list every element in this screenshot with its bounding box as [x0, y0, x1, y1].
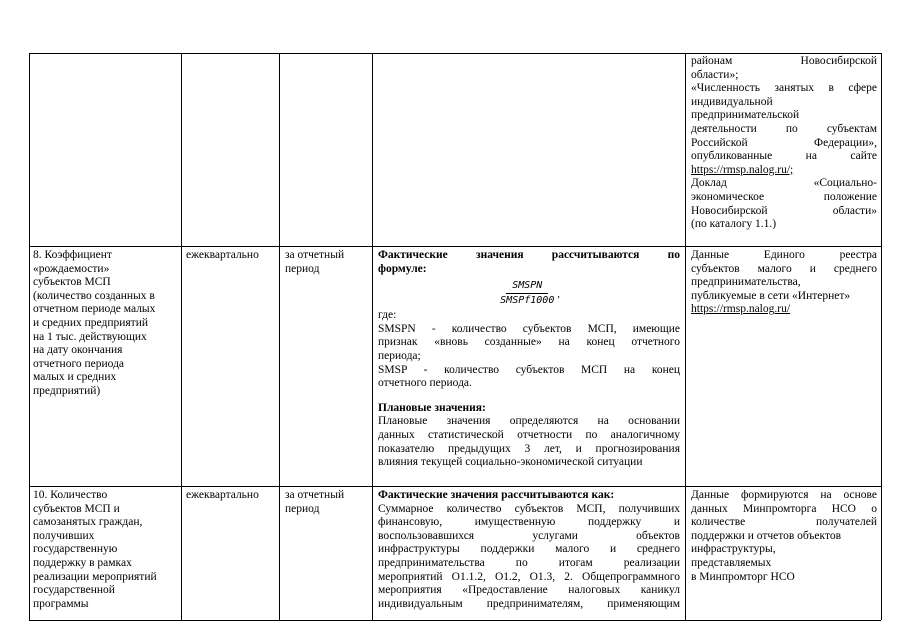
plan-line: данных статистической отчетности по аналогичному: [378, 428, 680, 441]
source-link[interactable]: https://rmsp.nalog.ru/: [691, 303, 791, 316]
indicator-name-line: малых и средних: [33, 371, 117, 384]
formula: [378, 280, 680, 307]
indicator-name-line: государственную: [33, 543, 118, 556]
indicator-name-line: отчетном периоде малых: [33, 303, 156, 316]
column-border-0: [29, 53, 30, 620]
source-line: деятельности по субъектам: [691, 122, 877, 135]
method-heading: формуле:: [378, 262, 427, 275]
row8-indicator-name-cell: [33, 249, 179, 399]
indicator-name-line: и средних предприятий: [33, 316, 149, 329]
method-heading: Фактические значения рассчитываются по: [378, 249, 680, 261]
frequency-text: ежеквартально: [186, 489, 259, 501]
source-line: предпринимательства,: [691, 276, 801, 289]
indicator-name-line: субъектов МСП: [33, 276, 111, 289]
method-line: мероприятий О1.1.2, О1.2, О1.3, 2. Общепрограммного: [378, 570, 680, 583]
table-bottom-border: [29, 620, 881, 621]
period-text: период: [285, 262, 320, 275]
source-line: районам Новосибирской: [691, 55, 877, 67]
source-line: области»;: [691, 68, 739, 81]
row10-frequency-cell: [186, 489, 278, 503]
method-line: отчетного периода.: [378, 377, 472, 390]
method-line: инфраструктуры поддержки малого и среднего: [378, 543, 680, 556]
source-line: количестве получателей: [691, 516, 877, 529]
column-border-3: [372, 53, 373, 620]
indicator-name-line: отчетного периода: [33, 357, 125, 370]
method-line: предпринимательства по итогам реализации: [378, 556, 680, 569]
method-line: Суммарное количество субъектов МСП, получивших: [378, 502, 680, 515]
method-line: мероприятия «Предоставление налоговых каникул: [378, 584, 680, 597]
plan-line: Плановые значения определяются на основании: [378, 415, 680, 428]
source-line: опубликованные на сайте: [691, 150, 877, 163]
source-line: предпринимательской: [691, 109, 800, 122]
source-link[interactable]: https://rmsp.nalog.ru/;: [691, 163, 794, 176]
method-line: индивидуальным предпринимателям, применяющим: [378, 597, 680, 610]
source-line: Данные формируются на основе: [691, 489, 877, 501]
table-top-border: [29, 53, 881, 54]
indicator-name-line: реализации мероприятий: [33, 570, 157, 583]
indicator-name-line: предприятий): [33, 384, 101, 397]
column-border-4: [685, 53, 686, 620]
source-line: Новосибирской области»: [691, 204, 877, 217]
method-line: финансовую, имущественную поддержку и: [378, 516, 680, 529]
method-line: SMSPN - количество субъектов МСП, имеющие: [378, 322, 680, 335]
formula-comma: ,: [557, 288, 560, 300]
indicator-name-line: (количество созданных в: [33, 289, 155, 302]
row-divider-2: [29, 486, 881, 487]
source-line: публикуемые в сети «Интернет»: [691, 289, 851, 302]
row8-period-cell: [285, 249, 371, 276]
row-divider-1: [29, 246, 881, 247]
indicator-name-line: на дату окончания: [33, 344, 123, 357]
period-text: период: [285, 502, 320, 515]
frequency-text: ежеквартально: [186, 249, 259, 261]
row10-indicator-name-cell: [33, 489, 179, 619]
source-line: инфраструктуры,: [691, 543, 776, 556]
source-line: Доклад «Социально-: [691, 177, 877, 190]
method-heading: Фактические значения рассчитываются как:: [378, 489, 615, 501]
indicator-name-line: поддержку в рамках: [33, 556, 132, 569]
source-line: индивидуальной: [691, 95, 773, 108]
plan-line: влияния текущей социально-экономической ситуации: [378, 456, 643, 469]
method-line: SMSP - количество субъектов МСП на конец: [378, 363, 680, 376]
period-text: за отчетный: [285, 249, 345, 261]
row10-method-cell: [378, 489, 680, 619]
column-border-5: [881, 53, 882, 620]
row8-method-cell: [378, 249, 680, 485]
indicator-name-line: программы: [33, 597, 89, 610]
formula-fraction: [498, 280, 556, 307]
method-line: признак «вновь созданные» на конец отчетного: [378, 336, 680, 349]
source-line: данных Минпромторга НСО о: [691, 502, 877, 515]
plan-line: показателю предыдущих 3 лет, и прогнозирования: [378, 442, 680, 455]
source-line: Данные Единого реестра: [691, 249, 877, 261]
row8-frequency-cell: [186, 249, 278, 263]
column-border-2: [279, 53, 280, 620]
method-line: периода;: [378, 349, 421, 362]
period-text: за отчетный: [285, 489, 345, 501]
top-row-source-cell: [691, 55, 877, 232]
source-line: (по каталогу 1.1.): [691, 218, 777, 231]
indicator-name-line: получивших: [33, 529, 95, 542]
row10-source-cell: [691, 489, 877, 584]
source-line: представляемых: [691, 556, 772, 569]
where-label: где:: [378, 309, 397, 322]
indicator-name-line: на 1 тыс. действующих: [33, 330, 147, 343]
source-line: субъектов малого и среднего: [691, 262, 877, 275]
indicator-name-line: самозанятых граждан,: [33, 516, 143, 529]
method-line: воспользовавшихся услугами объектов: [378, 529, 680, 542]
plan-heading: Плановые значения:: [378, 401, 486, 414]
column-border-1: [181, 53, 182, 620]
source-line: Российской Федерации»,: [691, 136, 877, 149]
indicator-name-line: «рождаемости»: [33, 262, 110, 275]
source-line: в Минпромторг НСО: [691, 570, 795, 583]
row8-source-cell: [691, 249, 877, 317]
indicator-name-line: 10. Количество: [33, 489, 108, 501]
source-line: экономическое положение: [691, 190, 877, 203]
row10-period-cell: [285, 489, 371, 516]
indicator-name-line: государственной: [33, 584, 115, 597]
formula-numerator: SMSPN: [506, 280, 548, 294]
formula-denominator: SMSPf1000: [500, 295, 555, 307]
indicator-name-line: субъектов МСП и: [33, 502, 120, 515]
source-line: «Численность занятых в сфере: [691, 82, 877, 95]
source-line: поддержки и отчетов объектов: [691, 529, 842, 542]
indicator-name-line: 8. Коэффициент: [33, 249, 112, 261]
